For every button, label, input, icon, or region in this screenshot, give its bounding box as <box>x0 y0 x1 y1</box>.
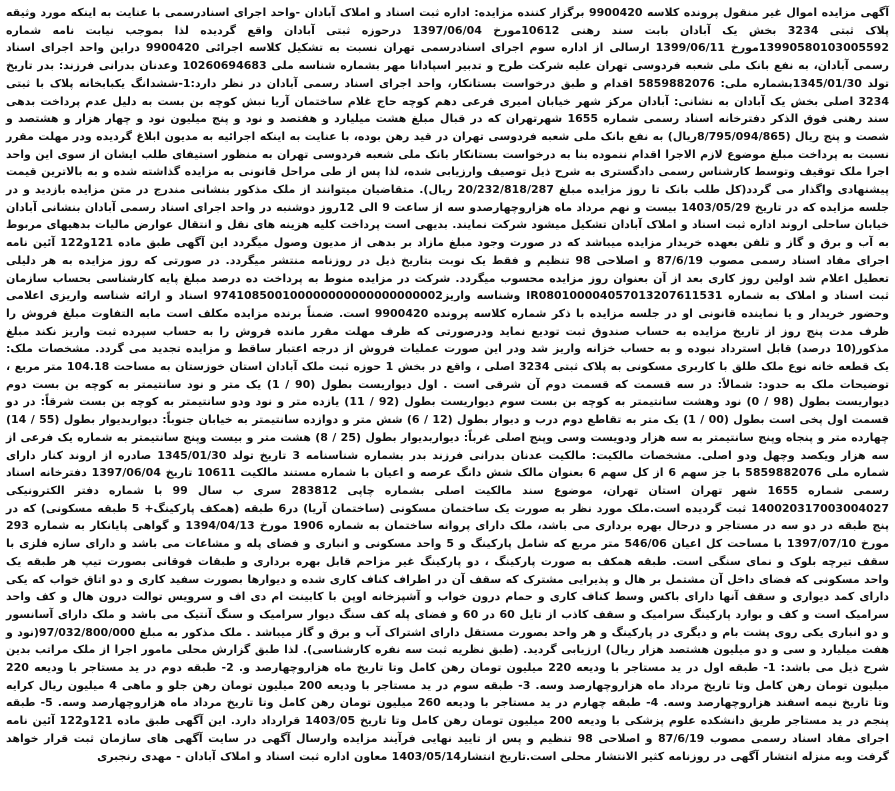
notice-body-text: آگهی مزایده اموال غیر منقول پرونده کلاسه 9900420 برگزار کننده مزایده: اداره ثبت اسناد و املاک آبادان -واحد اجرای اسنادرسمی با عنایت به اینکه مورد وثیقه پلاک ثبتی 3234 بخش یک آبادان بابت سند رهنی 10612مورخ 1397/06/04 درحوزه ثبتی آبادان واقع گردیده لذا بموجب نیابت نامه شماره 13990580103005592مورخ 1399/06/11 ارسالی از اداره سوم اجرای اسنادرسمی تهران نسبت به تشکیل کلاسه اجرائی 9900420 دراین واحد اجرای اسناد رسمی آبادان، به نفع بانک ملی شعبه فردوسی تهران علیه شرکت طرح و تدبیر اسپادانا مهر بشماره شناسه ملی 10260694683 وعدنان بدرانی فرزند: بدر تاریخ تولد 1345/01/30بشماره ملی: 5859882076 اقدام و طبق درخواست بستانکار، واحد اجرای اسناد رسمی آبادان در نظر دارد:1-ششدانگ یکبابخانه پلاک با ثبتی 3234 اصلی بخش یک آبادان به نشانی: آبادان مرکز شهر خیابان امیری فرعی دهم کوچه حاج غلام ساختمان آریا نبش کوچه بن بست به دلیل عدم پرداخت بدهی سند رهنی فوق الذکر دفترخانه اسناد رسمی شماره 1655 شهرتهران که در قبال مبلغ هشت میلیارد و هفتصد و نود و پنج میلیون نود و چهار هزار و هشتصد و شصت و پنج ریال (8/795/094/865ریال) به نفع بانک ملی شعبه فردوسی تهران در قید رهن بوده، با عنایت به اینکه اجرائیه به مدیون ابلاغ گردیده ودر مهلت مقرر نسبت به پرداخت مبلغ موضوع لازم الاجرا اقدام ننموده بنا به درخواست بستانکار بانک ملی شعبه فردوسی تهران به منظور استیفای طلب ایشان از سوی این واحد اجرا ملک توقیف وتوسط کارشناس رسمی دادگستری به شرح ذیل توصیف وارزیابی شده، لذا پس از طی مراحل قانونی به مزایده گذاشته شده و به بالاترین قیمت پیشنهادی واگذار می گردد(کل طلب بانک تا روز مزایده مبلغ 20/232/818/287 ریال). متقاضیان میتوانند از ملک مذکور بنشانی مندرج در متن مزایده بازدید و در جلسه مزایده که در تاریخ 1403/05/29 بیست و نهم مرداد ماه هزاروچهارصدو سه از ساعت 9 الی 12روز دوشنبه در واحد اجرای اسناد رسمی آبادان بنشانی آبادان خیابان ساحلی اروند اداره ثبت اسناد و املاک آبادان تشکیل میشود شرکت نمایند. بدیهی است پرداخت کلیه هزینه های نقل و انتقال عوارض مالیات بدهیهای مربوط به آب و برق و گاز و تلفن بعهده خریدار مزایده میباشد که در صورت وجود مبلغ مازاد بر بدهی از مدیون وصول میگردد این آگهی طبق ماده 121و122 آئین نامه اجرای مفاد اسناد رسمی مصوب 87/6/19 و اصلاحی 98 تنظیم و فقط یک نوبت بتاریخ ذیل در روزنامه منتشر میگردد. در صورتی که روز مزایده به هر دلیلی تعطیل اعلام شد اولین روز کاری بعد از آن بعنوان روز مزایده محسوب میگردد. شرکت در مزایده منوط به پرداخت ده درصد مبلغ پایه کارشناسی بحساب سازمان ثبت اسناد و املاک به شماره IR080100004057013207611531 وشناسه واریز974108500100000000000000000002 اسناد و ارائه شناسه واریزی اعلامی وحضور خریدار و یا نماینده قانونی او در جلسه مزایده با ذکر شماره کلاسه پرونده 9900420 است. ضمناً برنده مزایده مکلف است مابه التفاوت مبلغ فروش را ظرف مدت پنج روز از تاریخ مزایده به حساب صندوق ثبت تودیع نماید ودرصورتی که ظرف مهلت مقرر مانده فروش را به حساب سپرده ثبت واریز نکند مبلغ مذکور(10 درصد) قابل استرداد نبوده و به حساب خزانه واریز شد ودر این صورت عملیات فروش از درجه اعتبار ساقط و مزایده تجدید می گردد. مشخصات ملک: یک قطعه خانه نوع ملک طلق با کاربری مسکونی به پلاک ثبتی 3234 اصلی ، واقع در بخش 1 حوزه ثبت ملک آبادان استان خوزستان به مساحت 104.18 متر مربع ، توضیحات ملک به حدود: شمالاً: در سه قسمت که قسمت دوم آن شرقی است . اول دیواریست بطول (90 / 1) یک متر و نود سانتیمتر به کوچه بن بست دوم دیواریست بطول (98 / 0) نود وهشت سانتیمتر به کوچه بن بست سوم دیواریست بطول (92 / 11) یازده متر و نود ودو سانتیمتر به کوچه بن بست شرقاً: در دو قسمت اول پخی است بطول (00 / 1) یک متر به تقاطع دوم درب و دیوار بطول (12 / 6) شش متر و دوازده سانتیمتر به خیابان جنوباً: دیواربدیوار بطول (55 / 14) چهارده متر و پنجاه وپنج سانتیمتر به سه هزار ودویست وسی وپنج اصلی غرباً: دیواربدیوار بطول (25 / 8) هشت متر و بیست وپنج سانتیمتر به شماره یک فرعی از سه هزار ویکصد وچهل ودو اصلی. مشخصات مالکیت: مالکیت عدنان بدرانی فرزند بدر بشماره شناسنامه 3 تاریخ تولد 1345/01/30 صادره از اروند کنار دارای شماره ملی 5859882076 با جز سهم 6 از کل سهم 6 بعنوان مالک شش دانگ عرصه و اعیان با شماره مستند مالکیت 10611 تاریخ 1397/06/04 دفترخانه اسناد رسمی شماره 1655 شهر تهران استان تهران، موضوع سند مالکیت اصلی بشماره چاپی 283812 سری ب سال 99 با شماره دفتر الکترونیکی 140020317003004027 ثبت گردیده است.ملک مورد نظر به صورت یک ساختمان مسکونی (ساختمان آریا) در6 طبقه (همکف پارکینگ+ 5 طبقه مسکونی) که در پنج طبقه در دو سه در مستاجر و درحال بهره برداری می باشد، ملک دارای پروانه ساختمان به شماره 1906 مورخ 1394/04/13 و گواهی پایانکار به شماره 293 مورخ 1397/07/10 با مساحت کل اعیان 546/06 متر مربع که شامل پارکینگ و 5 واحد مسکونی و انباری و فضای پله و مشاعات می باشد و دارای سازه فلزی با سقف تیرچه بلوک و نمای سنگی است. طبقه همکف به صورت پارکینگ ، دو پارکینگ غیر مزاحم قابل بهره برداری و طبقات فوقانی بصورت تیپ هر طبقه یک واحد مسکونی که فضای داخل آن مشتمل بر هال و پذیرایی مشترک که سقف آن در اطراف کناف کاری شده و دیوارها بصورت سفید کاری و دو اتاق خواب که یکی دارای کمد دیواری و سقف آنها دارای باکس وسط کناف کاری و حمام درون خواب و آشپزخانه اوپن با کابینت ام دی اف و سرویس توالت درون هال و کف واحد سرامیک است و کف و بوارد پارکینگ سرامیک و سقف کاذب از تایل 60 در 60 و فضای پله کف سنگ دیوار سرامیک و سنگ آنتیک می باشد و ملک دارای آسانسور و دو انباری یکی روی پشت بام و دیگری در پارکینگ و هر واحد بصورت مستقل دارای اشتراک آب و برق و گاز میباشد . ملک مذکور به مبلغ 97/032/800/000(نود و هفت میلیارد و سی و دو میلیون هشتصد هزار ریال) ارزیابی گردید. (طبق نظریه ثبت سه نفره کارشناسی). لذا طبق گزارش محلی مامور اجرا از ملک مراتب بدین شرح ذیل می باشد: 1- طبقه اول در ید مستاجر با ودیعه 220 میلیون تومان رهن کامل وتا تاریخ ماه هزاروچهارصد و. 2- طبقه دوم در ید مستاجر با ودیعه 220 میلیون تومان رهن کامل وتا تاریخ مرداد ماه هزاروچهارصد وسه. 3- طبقه سوم در ید مستاجر با ودیعه 200 میلیون تومان رهن جلو و ماهی 4 میلیون ریال کرایه وتا تاریخ نیمه اسفند هزاروچهارصد وسه. 4- طبقه چهارم در ید مستاجر با ودیعه 260 میلیون تومان رهن کامل وتا تاریخ مرداد ماه هزاروچهارصد وسه. 5- طبقه پنجم در ید مستاجر طریق دانشکده علوم پزشکی با ودیعه 200 میلیون تومان رهن کامل وتا تاریخ 1403/05 قرارداد دارد. این آگهی طبق ماده 121و122 آئین نامه اجرای مفاد اسناد رسمی مصوب 87/6/19 و اصلاحی 98 تنظیم و پس از تایید نهایی فرآیند مزایده وارسال آگهی در سایت آگهی های سازمان ثبت قرار خواهد گرفت وبه منزله انتشار آگهی در روزنامه کثیر الانتشار محلی است.تاریخ انتشار1403/05/14 معاون اداره ثبت اسناد و املاک آبادان - مهدی رنجبری <box>6 6 890 763</box>
auction-notice <box>6 4 889 787</box>
